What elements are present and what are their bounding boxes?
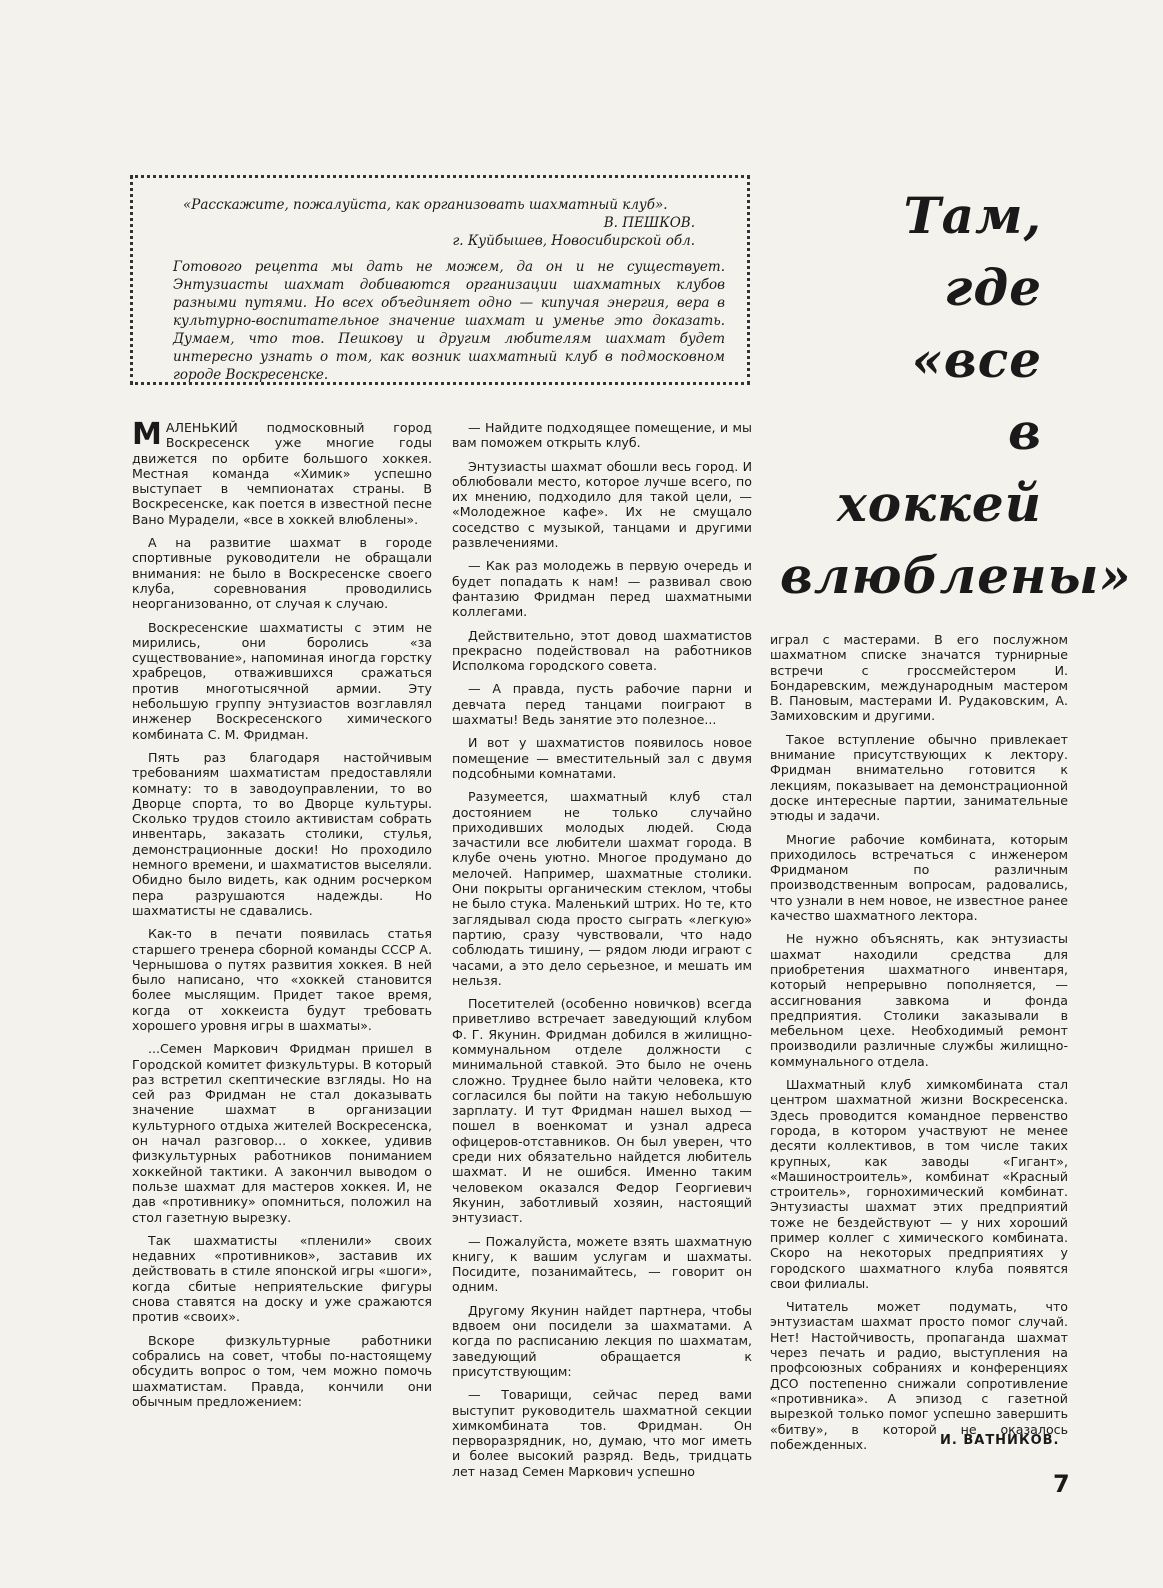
paragraph: Разумеется, шахматный клуб стал достоянием не только случайно приходивших молодых людей. Сюда зачастили все любители шахмат города. В клубе очень уютно. Многое продумано до мелочей. Например, шахматные столики. Они покрыты органическим стеклом, чтобы не было стука. Маленький штрих. Но те, кто заглядывал сюда просто сыграть «легкую» партию, сразу чувствовали, что надо соблюдать тишину, — рядом люди играют с часами, а это дело серьезное, и мешать им нельзя.: [452, 789, 752, 988]
title-line-2: где: [944, 258, 1042, 317]
paragraph: Другому Якунин найдет партнера, чтобы вдвоем они посидели за шахматами. А когда по расписанию лекция по шахматам, заведующий обращается к присутствующим:: [452, 1302, 752, 1379]
paragraph: МАЛЕНЬКИЙ подмосковный город Воскресенск уже многие годы движется по орбите большого хоккея. Местная команда «Химик» успешно выступает в чемпионатах страны. В Воскресенске, как поется в известной песне Вано Мурадели, «все в хоккей влюблены».: [132, 417, 432, 527]
paragraph: Шахматный клуб химкомбината стал центром шахматной жизни Воскресенска. Здесь проводится командное первенство города, в котором участвуют не менее десяти коллективов, в том числе таких крупных, как заводы «Гигант», «Машиностроитель», комбинат «Красный строитель», горнохимический комбинат. Энтузиасты шахмат этих предприятий тоже не бездействуют — у них хороший пример коллег с химического комбината. Скоро на некоторых предприятиях у городского шахматного клуба появятся свои филиалы.: [770, 1077, 1068, 1291]
title-line-3: «все: [911, 330, 1042, 389]
editorial-intro: Готового рецепта мы дать не можем, да он и не существует. Энтузиасты шахмат добиваются организации шахматных клубов разными путями. Но всех объединяет одно — кипучая энергия, вера в культурно-воспитательное значение шахмат и уменье это доказать. Думаем, что тов. Пешкову и другим любителям шахмат будет интересно узнать о том, как возник шахматный клуб в подмосковном городе Воскресенске.: [173, 259, 725, 383]
title-line-6: влюблены»: [780, 546, 1132, 605]
paragraph: — Пожалуйста, можете взять шахматную книгу, к вашим услугам и шахматы. Посидите, позанимайтесь, — говорит он одним.: [452, 1233, 752, 1295]
signature-place: г. Куйбышев, Новосибирской обл.: [452, 233, 695, 249]
paragraph: А на развитие шахмат в городе спортивные руководители не обращали внимания: не было в Воскресенске своего клуба, соревнования проводились неорганизованно, от случая к случаю.: [132, 535, 432, 612]
paragraph: играл с мастерами. В его послужном шахматном списке значатся турнирные встречи с гроссмейстером И. Бондаревским, международным мастером В. Пановым, мастерами И. Рудаковским, А. Замиховским и другими.: [770, 632, 1068, 724]
drop-cap: М: [132, 417, 162, 452]
paragraph: — Товарищи, сейчас перед вами выступит руководитель шахматной секции химкомбината тов. Фридман. Он перворазрядник, но, думаю, что мог иметь и более высокий разряд. Ведь, тридцать лет назад Семен Маркович успешно: [452, 1387, 752, 1479]
paragraph: — А правда, пусть рабочие парни и девчата перед танцами поиграют в шахматы! Ведь занятие это полезное...: [452, 681, 752, 728]
paragraph: — Найдите подходящее помещение, и мы вам поможем открыть клуб.: [452, 420, 752, 451]
article-column-1: [132, 417, 432, 1417]
paragraph: Как-то в печати появилась статья старшего тренера сборной команды СССР А. Чернышова о путях развития хоккея. В ней было написано, что «хоккей становится более мыслящим. Придет такое время, когда от хоккеиста будут требовать хорошего уровня игры в шахматы».: [132, 926, 432, 1033]
reader-letter-box: [130, 175, 750, 385]
paragraph: Читатель может подумать, что энтузиастам шахмат просто помог случай. Нет! Настойчивость, пропаганда шахмат через печать и радио, выступления на профсоюзных собраниях и конференциях ДСО постепенно снижали сопротивление «противника». А эпизод с газетной вырезкой только помог успешно завершить «битву», в которой не оказалось побежденных.: [770, 1299, 1068, 1452]
paragraph: Пять раз благодаря настойчивым требованиям шахматистам предоставляли комнату: то в заводоуправлении, то во Дворце спорта, то во Дворце культуры. Сколько трудов стоило активистам собрать инвентарь, заказать столики, стулья, демонстрационные доски! Но проходило немного времени, и шахматистов выселяли. Обидно было видеть, как одним росчерком пера разрушаются надежды. Но шахматисты не сдавались.: [132, 749, 432, 918]
page-number: 7: [1053, 1470, 1070, 1498]
paragraph: ...Семен Маркович Фридман пришел в Городской комитет физкультуры. В который раз встретил скептические взгляды. Но на сей раз Фридман не стал доказывать значение шахмат в организации культурного отдыха жителей Воскресенска, он начал разговор... о хоккее, удивив физкультурных работников пониманием хоккейной тактики. А закончил выводом о пользе шахмат для мастеров хоккея. И, не дав «противнику» опомниться, положил на стол газетную вырезку.: [132, 1041, 432, 1225]
paragraph: Действительно, этот довод шахматистов прекрасно подействовал на работников Исполкома городского совета.: [452, 627, 752, 674]
title-line-1: Там,: [903, 186, 1042, 245]
paragraph: — Как раз молодежь в первую очередь и будет попадать к нам! — развивал свою фантазию Фридман перед шахматными коллегами.: [452, 558, 752, 620]
paragraph: Энтузиасты шахмат обошли весь город. И облюбовали место, которое лучше всего, по их мнению, подходило для такой цели, — «Молодежное кафе». Их не смущало соседство с музыкой, танцами и другими развлечениями.: [452, 458, 752, 551]
article-title: [780, 180, 1132, 612]
article-column-3: [770, 632, 1068, 1460]
paragraph: Воскресенские шахматисты с этим не мирились, они боролись «за существование», напоминая иногда горстку храбрецов, отважившихся сражаться против многотысячной армии. Эту небольшую группу энтузиастов возглавлял инженер Воскресенского химического комбината С. М. Фридман.: [132, 619, 432, 742]
paragraph: Посетителей (особенно новичков) всегда приветливо встречает заведующий клубом Ф. Г. Якунин. Фридман добился в жилищно-коммунальном отделе должности с минимальной ставкой. Это было не очень сложно. Труднее было найти человека, кто согласился бы пойти на такую небольшую зарплату. И тут Фридман нашел выход — пошел в военкомат и узнал адреса офицеров-отставников. Он был уверен, что среди них обязательно найдется любитель шахмат. И не ошибся. Именно таким человеком оказался Федор Георгиевич Якунин, заботливый хозяин, настоящий энтузиаст.: [452, 996, 752, 1226]
title-line-4: в: [1008, 402, 1042, 461]
article-column-2: [452, 420, 752, 1487]
paragraph: Так шахматисты «пленили» своих недавних «противников», заставив их действовать в стиле японской игры «шоги», когда сбитые неприятельские фигуры снова ставятся на доску и уже сражаются против «своих».: [132, 1232, 432, 1325]
paragraph: Вскоре физкультурные работники собрались на совет, чтобы по-настоящему обсудить вопрос о том, чем можно помочь шахматистам. Правда, кончили они обычным предложением:: [132, 1332, 432, 1409]
paragraph: Не нужно объяснять, как энтузиасты шахмат находили средства для приобретения шахматного инвентаря, который непрерывно пополняется, — ассигнования завкома и фонда предприятия. Столики заказывали в мебельном цехе. Необходимый ремонт производили различные службы жилищно-коммунального отдела.: [770, 931, 1068, 1069]
paragraph: И вот у шахматистов появилось новое помещение — вместительный зал с двумя подсобными комнатами.: [452, 735, 752, 781]
title-line-5: хоккей: [837, 474, 1042, 533]
author-byline: И. ВАТНИКОВ.: [940, 1433, 1060, 1448]
paragraph: Такое вступление обычно привлекает внимание присутствующих к лектору. Фридман внимательно готовится к лекциям, показывает на демонстрационной доске интересные партии, занимательные этюды и задачи.: [770, 731, 1068, 824]
reader-request: «Расскажите, пожалуйста, как организовать шахматный клуб».: [183, 197, 668, 213]
paragraph: Многие рабочие комбината, которым приходилось встречаться с инженером Фридманом по различным производственным вопросам, радовались, что узнали в нем новое, не известное ранее качество шахматного лектора.: [770, 831, 1068, 924]
signature-name: В. ПЕШКОВ.: [603, 215, 695, 231]
